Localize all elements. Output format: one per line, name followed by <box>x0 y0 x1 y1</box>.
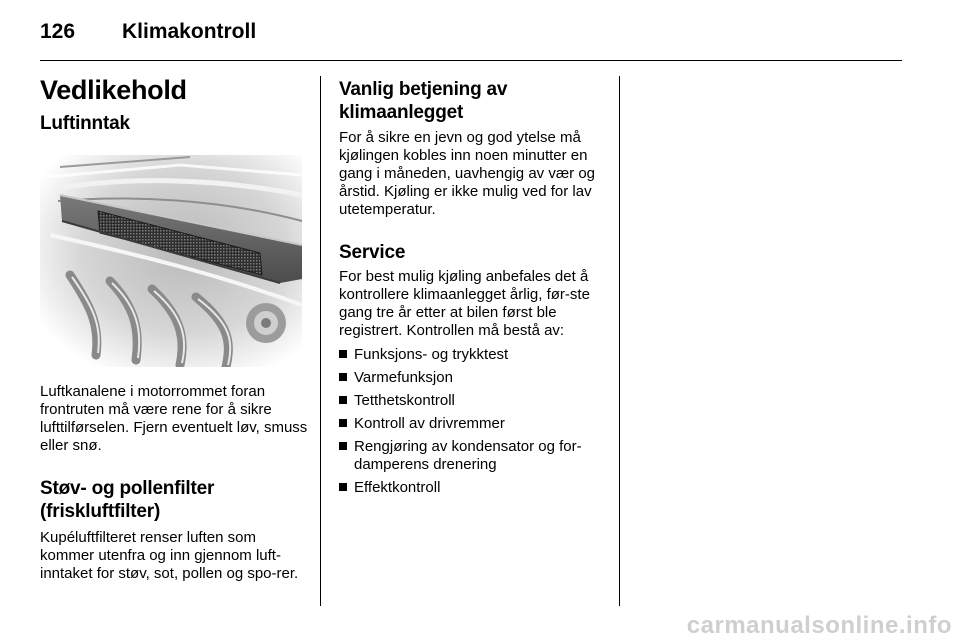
pollen-filter-text: Kupéluftfilteret renser luften som kommer utenfra og inn gjennom luft-inntaket for støv, sot, pollen og spo-rer. <box>40 529 299 582</box>
list-item-text: Effektkontroll <box>354 479 441 496</box>
square-bullet-icon <box>339 442 347 450</box>
column-middle <box>339 78 611 502</box>
list-item <box>339 438 611 474</box>
section-title: Vedlikehold <box>40 75 187 105</box>
square-bullet-icon <box>339 350 347 358</box>
column-left <box>40 74 308 583</box>
page-number: 126 <box>40 20 76 43</box>
list-item-text: Funksjons- og trykktest <box>354 346 509 363</box>
square-bullet-icon <box>339 483 347 491</box>
air-intake-illustration <box>40 155 302 367</box>
list-item-text: Kontroll av drivremmer <box>354 415 505 432</box>
list-item-text: Tetthetskontroll <box>354 392 455 409</box>
list-item <box>339 346 611 364</box>
ac-operation-text: For å sikre en jevn og god ytelse må kjølingen kobles inn noen minutter en gang i måneden, uavhengig av vær og årstid. Kjøling er ikke mulig ved for lav utetemperatur. <box>339 129 596 218</box>
page-header <box>40 20 902 60</box>
square-bullet-icon <box>339 396 347 404</box>
list-item <box>339 415 611 433</box>
service-text: For best mulig kjøling anbefales det å kontrollere klimaanlegget årlig, før-ste gang tre år etter at bilen først ble registrert. Kontrollen må bestå av: <box>339 268 590 339</box>
chapter-title: Klimakontroll <box>122 20 257 43</box>
square-bullet-icon <box>339 419 347 427</box>
square-bullet-icon <box>339 373 347 381</box>
service-heading: Service <box>339 242 406 263</box>
column-divider-right <box>619 76 620 606</box>
list-item <box>339 392 611 410</box>
list-item <box>339 479 611 497</box>
column-divider-left <box>320 76 321 606</box>
list-item-text: Varmefunksjon <box>354 369 453 386</box>
service-checklist <box>339 346 611 497</box>
list-item <box>339 369 611 387</box>
air-intake-text: Luftkanalene i motorrommet foran frontruten må være rene for å sikre lufttilførselen. Fjern eventuelt løv, smuss eller snø. <box>40 383 308 454</box>
air-intake-heading: Luftinntak <box>40 113 130 134</box>
ac-operation-heading: Vanlig betjening av klimaanlegget <box>339 79 508 123</box>
list-item-text: Rengjøring av kondensator og for-damperens drenering <box>354 438 582 473</box>
header-rule <box>40 60 902 61</box>
pollen-filter-heading: Støv- og pollenfilter (friskluftfilter) <box>40 478 215 522</box>
watermark: carmanualsonline.info <box>686 612 952 639</box>
